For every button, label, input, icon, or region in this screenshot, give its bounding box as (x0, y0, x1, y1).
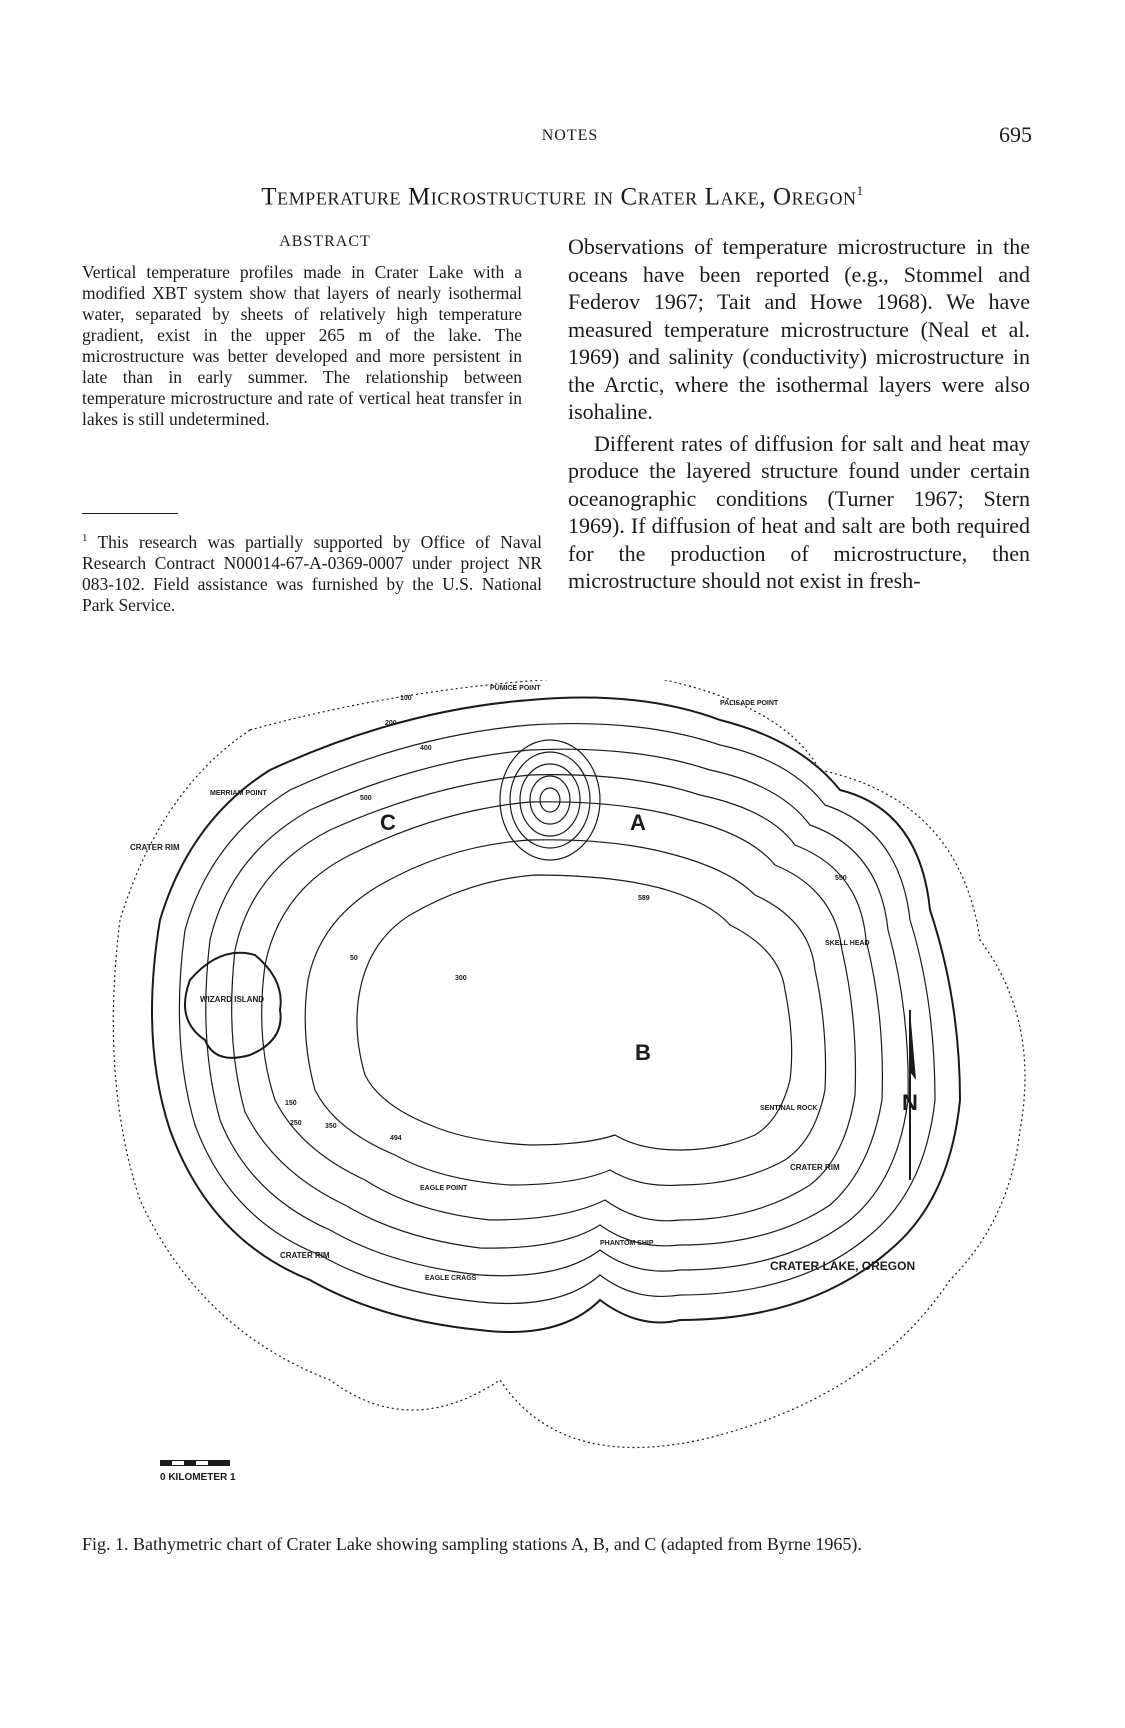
contour-label-200: 200 (385, 720, 397, 727)
article-title (100, 183, 1025, 211)
seamount-ring-1 (500, 740, 600, 860)
body-paragraph-2: Different rates of diffusion for salt and heat may produce the layered structure found under certain oceanographic conditions (Turner 1967; Stern 1969). If diffusion of heat and salt are both required for the production of microstructure, then microstructure should not exist in fresh- (568, 430, 1030, 593)
contour-500 (305, 840, 825, 1186)
figure-caption: Fig. 1. Bathymetric chart of Crater Lake showing sampling stations A, B, and C (adapted from Byrne 1965). (82, 1534, 862, 1554)
skell-head-label: SKELL HEAD (825, 940, 870, 947)
scale-label: 0 KILOMETER 1 (160, 1472, 236, 1483)
place-label: CRATER LAKE, OREGON (770, 1259, 916, 1273)
phantom-ship-label: PHANTOM SHIP (600, 1240, 654, 1247)
contour-label-150: 150 (285, 1100, 297, 1107)
palisade-point-label: PALISADE POINT (720, 700, 779, 707)
depth-589: 589 (638, 895, 650, 902)
shoreline (152, 698, 960, 1333)
contour-200 (206, 749, 908, 1276)
seamount-ring-2 (510, 752, 590, 848)
contour-100 (179, 724, 935, 1304)
contour-label-100: 100 (400, 695, 412, 702)
depth-494: 494 (390, 1135, 402, 1142)
contour-label-400: 400 (420, 745, 432, 752)
seamount-ring-4 (530, 776, 570, 824)
contour-400 (262, 802, 856, 1221)
abstract-text: Vertical temperature profiles made in Crater Lake with a modified XBT system show that layers of nearly isothermal water, separated by sheets of relatively high temperature gradient, exist in the upper 265 m of the lake. The microstructure was better developed and more persistent in late than in early summer. The relationship between temperature microstructure and rate of vertical heat transfer in lakes is still undetermined. (82, 262, 522, 429)
footnote (82, 528, 542, 616)
page-number: 695 (999, 122, 1032, 147)
body-paragraph-1: Observations of temperature microstructure in the oceans have been reported (e.g., Stommel and Federov 1967; Tait and Howe 1968). We have measured temperature microstructure (Neal et al. 1969) and salinity (conductivity) microstructure in the Arctic, where the isothermal layers were also isohaline. (568, 234, 1030, 424)
body-column (568, 233, 1030, 595)
scale-bar (160, 1460, 230, 1466)
footnote-text: This research was partially supported by Office of Naval Research Contract N00014-67-A-0369-0007 under project NR 083-102. Field assistance was furnished by the U.S. National Park Service. (82, 531, 542, 615)
station-b-label: B (635, 1040, 651, 1065)
station-c-label: C (380, 810, 396, 835)
sentinal-rock-label: SENTINAL ROCK (760, 1105, 818, 1112)
running-head: NOTES (541, 127, 599, 144)
station-a-label: A (630, 810, 646, 835)
contour-label-550: 550 (835, 875, 847, 882)
contour-label-50: 50 (350, 955, 358, 962)
crater-rim-bottom-label: CRATER RIM (280, 1251, 330, 1260)
article-title-text: Temperature Microstructure in Crater Lake, Oregon (261, 183, 857, 211)
seamount-ring-5 (540, 788, 560, 812)
wizard-island-label: WIZARD ISLAND (200, 995, 264, 1004)
footnote-mark: 1 (82, 532, 88, 544)
title-footnote-mark: 1 (856, 183, 864, 198)
contour-550 (357, 875, 792, 1150)
contour-label-350: 350 (325, 1123, 337, 1130)
eagle-point-label: EAGLE POINT (420, 1185, 468, 1192)
contour-label-250: 250 (290, 1120, 302, 1127)
footnote-rule (82, 513, 178, 514)
contour-label-300: 300 (455, 975, 467, 982)
bathymetric-chart (80, 680, 1070, 1520)
crater-rim-right-label: CRATER RIM (790, 1163, 840, 1172)
pumice-point-label: PUMICE POINT (490, 685, 541, 692)
contour-300 (232, 775, 883, 1248)
crater-rim-left-label: CRATER RIM (130, 843, 180, 852)
eagle-crags-label: EAGLE CRAGS (425, 1275, 477, 1282)
contour-label-500: 500 (360, 795, 372, 802)
north-label: N (902, 1090, 918, 1115)
merriam-point-label: MERRIAM POINT (210, 790, 267, 797)
abstract-heading: ABSTRACT (279, 233, 371, 250)
